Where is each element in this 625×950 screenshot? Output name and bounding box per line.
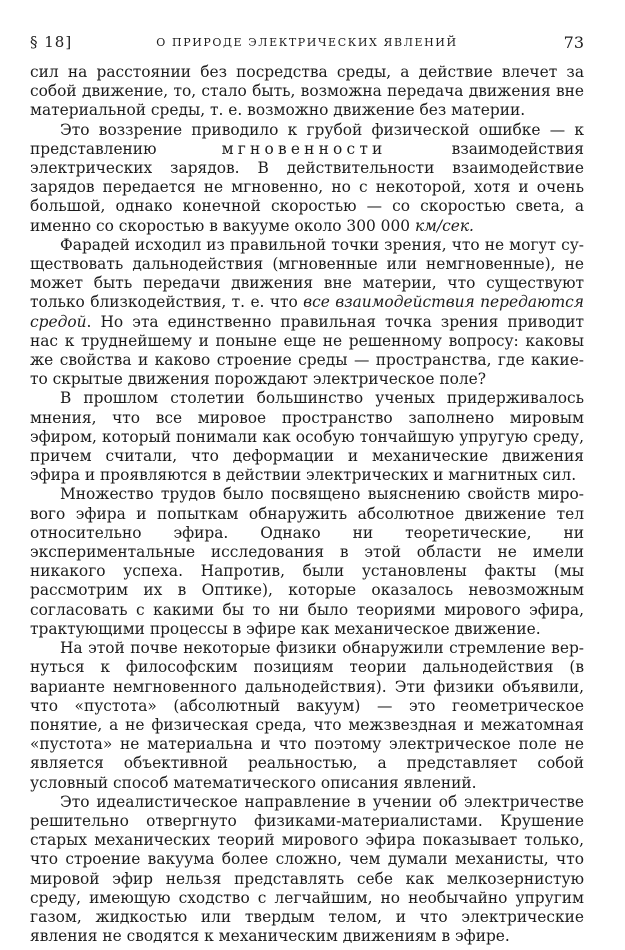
paragraph-3 xyxy=(30,236,584,390)
paragraph-4: В прошлом столетии большинство ученых придерживалось мнения, что все мировое пространство заполнено мировым эфиром, который понимали как особую тончайшую упругую среду, причем считали, что деформации и механические движения эфира и проявляются в действии электрических и магнитных сил. xyxy=(30,389,584,485)
paragraph-2 xyxy=(30,121,584,236)
paragraph-3-text-c: . Но эта единственно правильная точка зрения приводит нас к труднейшему и поныне еще не решенному вопросу: каковы же свойства и каково строение среды — пространства, где какие-то скрытые движения порождают электрическое поле? xyxy=(30,312,584,389)
paragraph-1: сил на расстоянии без посредства среды, а действие влечет за собой движение, то, стало быть, возможна передача движения вне материальной среды, т. е. возможно движение без материи. xyxy=(30,63,584,120)
paragraph-6: На этой почве некоторые физики обнаружили стремление вернуться к философским позициям теории дальнодействия (в варианте немгновенного дальнодействия). Эти физики объявили, что «пустота» (абсолютный вакуум) — это геометрическое понятие, а не физическая среда, что межзвездная и межатомная «пустота» не материальна и что поэтому электрическое поле не является объективной реальностью, а представляет собой условный способ математического описания явлений. xyxy=(30,639,584,792)
paragraph-7: Это идеалистическое направление в учении об электричестве решительно отвергнуто физиками-материалистами. Крушение старых механических теорий мирового эфира показывает только, что строение вакуума более сложно, чем думали механисты, что мировой эфир нельзя представлять себе как мелкозернистую среду, имеющую сходство с легчайшим, но необычайно упругим газом, жидкостью или твердым телом, и что электрические явления не сводятся к механическим движениям в эфире. xyxy=(30,792,584,946)
unit-km-per-sec: км/сек. xyxy=(414,216,474,235)
paragraph-2-text-c: взаимодействия электрических зарядов. В действительности взаимодействие зарядов передается не мгновенно, но с некоторой, хотя и очень большой, однако конечной скоростью — со скоростью света, а именно со скоростью в вакууме около 300 000 xyxy=(30,139,584,235)
paragraph-2-text-a: Это воззрение приводило к грубой физической ошибке — к представлению xyxy=(30,120,584,158)
italic-emphasis-phrase: все взаимодействия передаются средой xyxy=(30,293,584,331)
book-page xyxy=(30,33,584,946)
paragraph-5: Множество трудов было посвящено выяснению свойств мирового эфира и попыткам обнаружить абсолютное движение тел относительно эфира. Однако ни теоретические, ни экспериментальные исследования в этой области не имели никакого успеха. Напротив, были установлены факты (мы рассмотрим их в Оптике), которые оказалось невозможным согласовать с какими бы то ни было теориями мирового эфира, трактующими процессы в эфире как механическое движение. xyxy=(30,485,584,638)
section-marker: § 18] xyxy=(30,33,73,51)
body-text xyxy=(30,63,584,946)
page-number: 73 xyxy=(563,33,584,52)
paragraph-3-text-a: Фарадей исходил из правильной точки зрения, что не могут существовать дальнодействия (мгновенные или немгновенные), не может быть передачи движения вне материи, что существуют только близкодействия, т. е. что xyxy=(30,235,584,312)
running-header xyxy=(30,33,584,63)
spaced-emphasis-word: мгновенности xyxy=(221,139,387,158)
chapter-title: О ПРИРОДЕ ЭЛЕКТРИЧЕСКИХ ЯВЛЕНИЙ xyxy=(156,36,458,49)
